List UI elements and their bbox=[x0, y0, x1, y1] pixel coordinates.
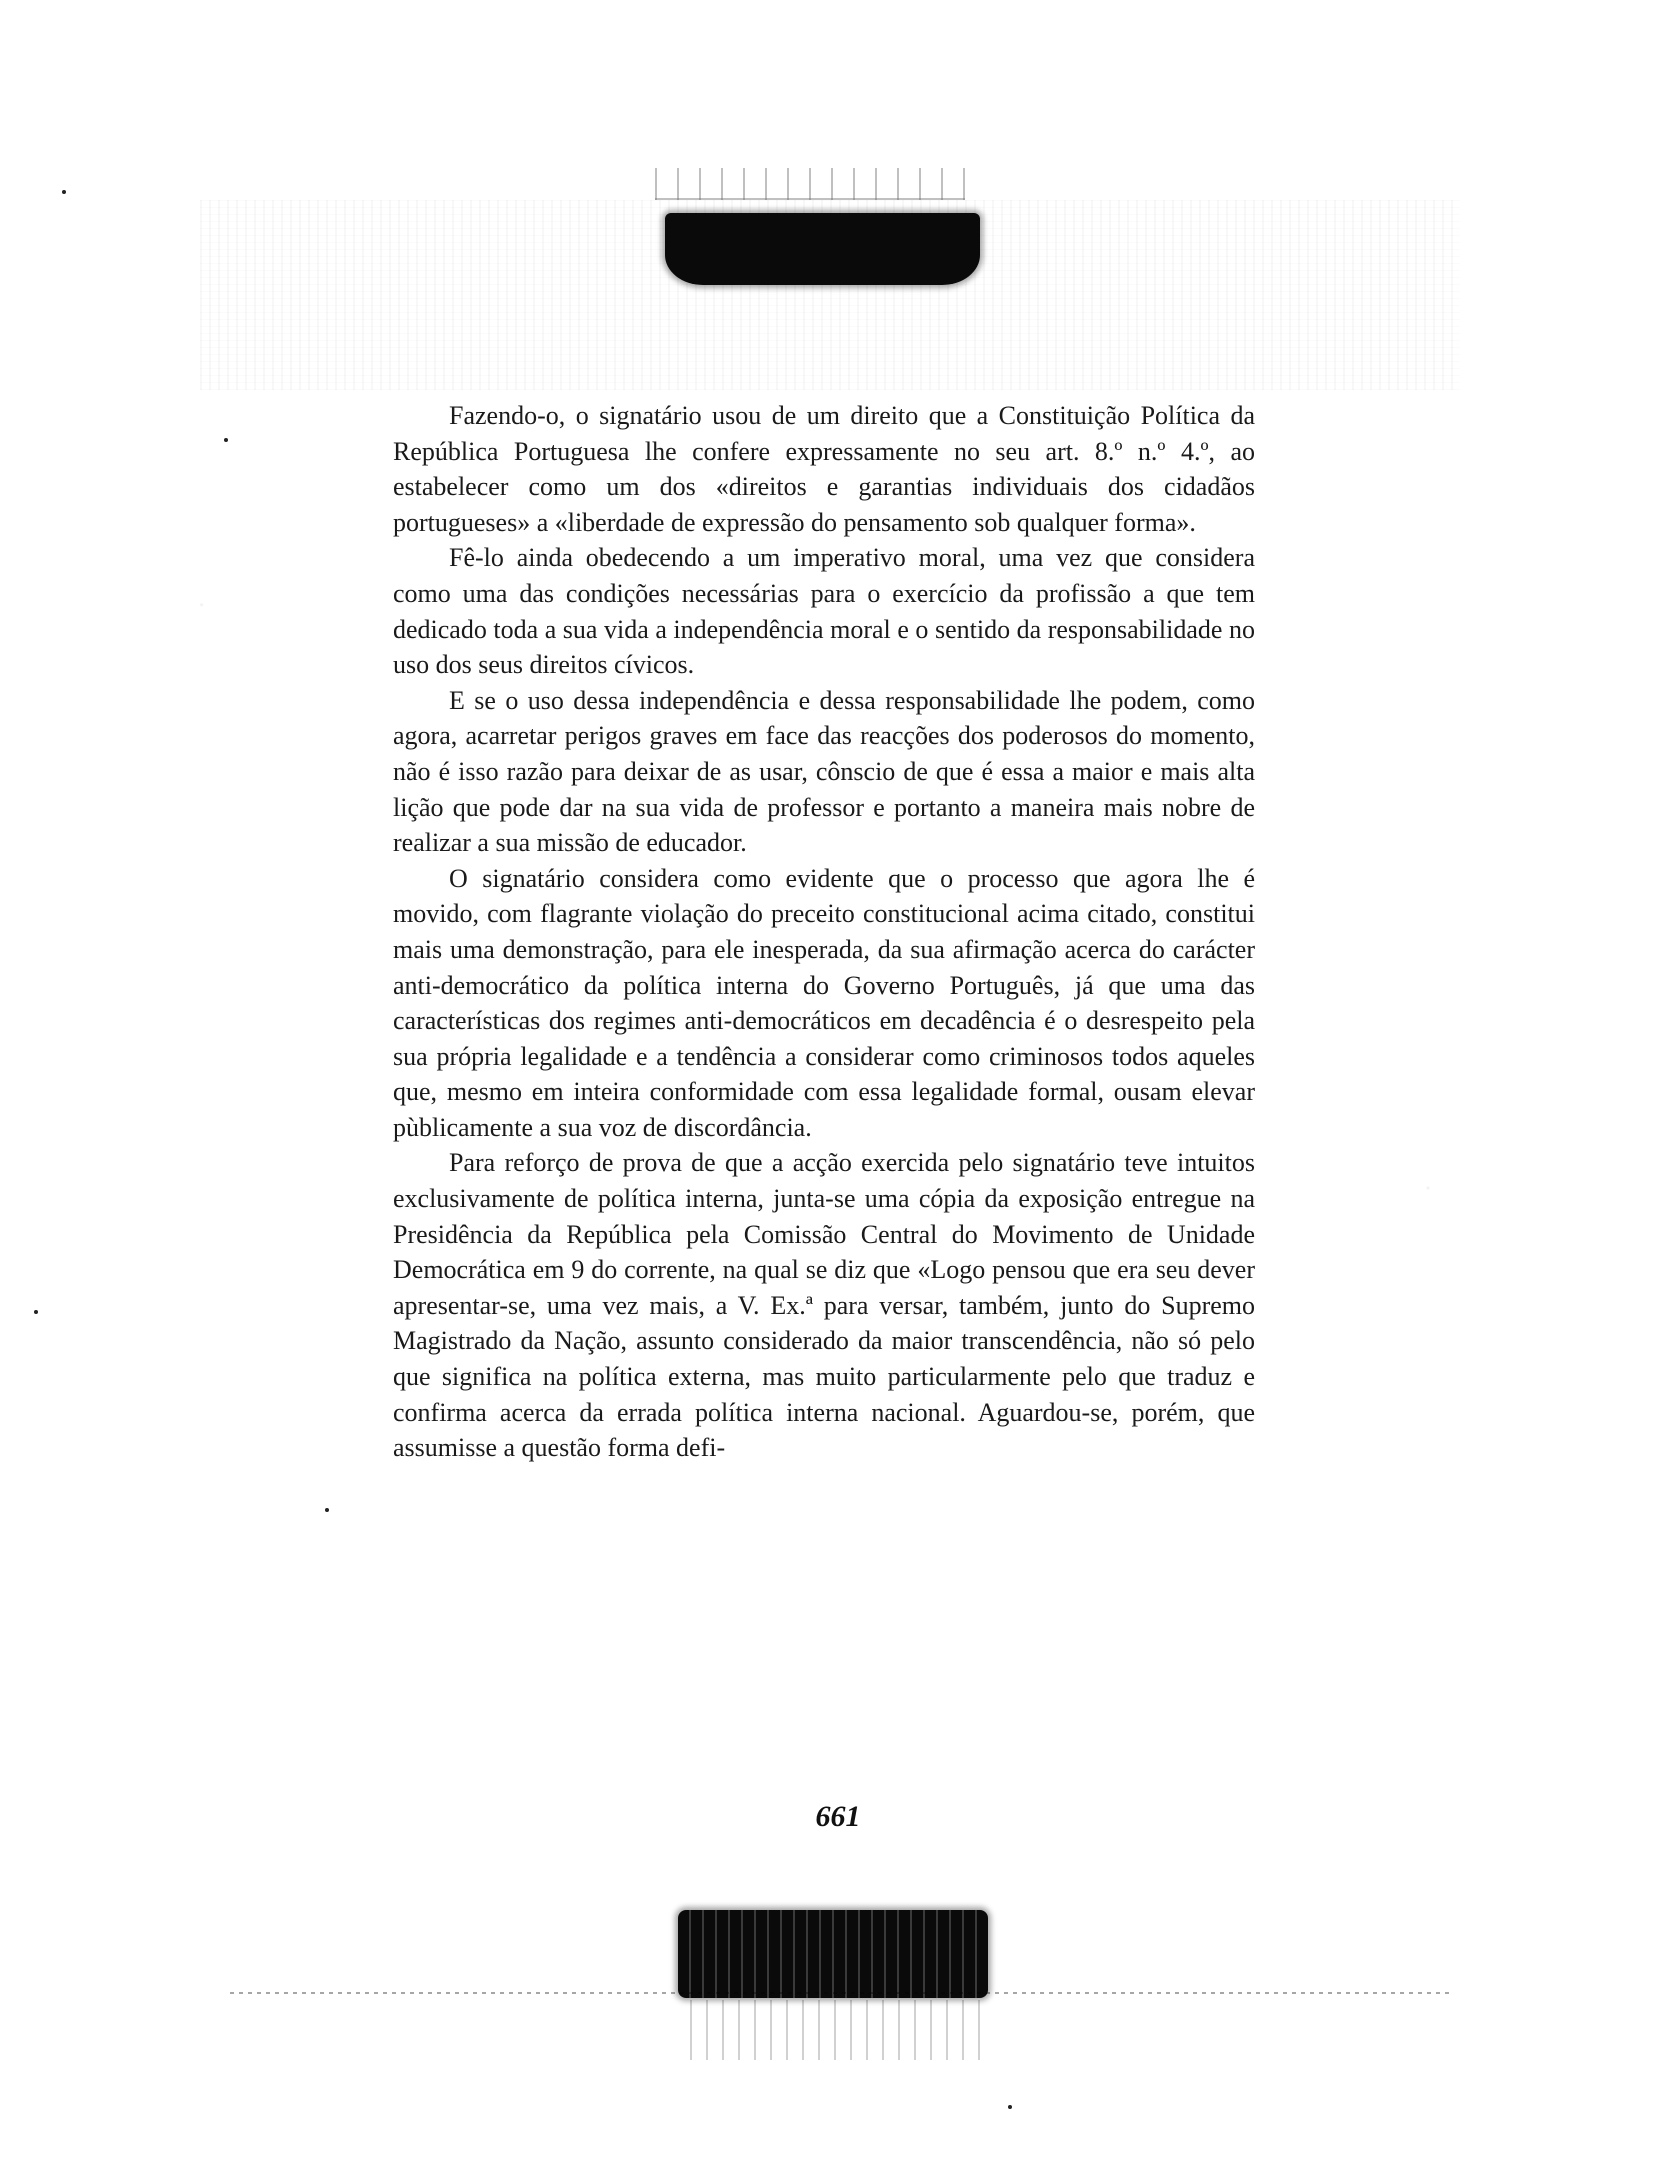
paragraph-5: Para reforço de prova de que a acção exercida pelo signatário teve intuitos exclusivamente de política interna, junta-se uma cópia da exposição entregue na Presidência da República pela Comissão Central do Movimento de Unidade Democrática em 9 do corrente, na qual se diz que «Logo pensou que era seu dever apresentar-se, uma vez mais, a V. Ex.ª para versar, também, junto do Supremo Magistrado da Nação, assunto considerado da maior transcendência, não só pelo que significa na política externa, mas muito particularmente pelo que traduz e confirma acerca da errada política interna nacional. Aguardou-se, porém, que assumisse a questão forma defi- bbox=[393, 1148, 1255, 1463]
header-ruler-mark bbox=[655, 168, 965, 200]
stray-mark bbox=[224, 438, 228, 442]
letter-body bbox=[393, 398, 1255, 1466]
stray-mark bbox=[62, 190, 66, 194]
stray-mark bbox=[1008, 2105, 1012, 2109]
paragraph-3: E se o uso dessa independência e dessa responsabilidade lhe podem, como agora, acarretar perigos graves em face das reacções dos poderosos do momento, não é isso razão para deixar de as usar, cônscio de que é essa a maior e mais alta lição que pode dar na sua vida de professor e portanto a maneira mais nobre de realizar a sua missão de educador. bbox=[393, 685, 1255, 858]
paragraph-2: Fê-lo ainda obedecendo a um imperativo moral, uma vez que considera como uma das condições necessárias para o exercício da profissão a que tem dedicado toda a sua vida a independência moral e o sentido da responsabilidade no uso dos seus direitos cívicos. bbox=[393, 543, 1255, 680]
redaction-block-bottom bbox=[678, 1910, 988, 1998]
redaction-block-top bbox=[665, 213, 980, 285]
paragraph-4: O signatário considera como evidente que o processo que agora lhe é movido, com flagrante violação do preceito constitucional acima citado, constitui mais uma demonstração, para ele inesperada, da sua afirmação acerca do carácter anti-democrático da política interna do Governo Português, já que uma das características dos regimes anti-democráticos em decadência é o desrespeito pela sua própria legalidade e a tendência a considerar como criminosos todos aqueles que, mesmo em inteira conformidade com essa legalidade formal, ousam elevar pùblicamente a sua voz de discordância. bbox=[393, 863, 1255, 1142]
page-number: 661 bbox=[815, 1800, 861, 1833]
scan-edge-line bbox=[230, 1992, 1450, 1994]
bottom-ruler-mark bbox=[690, 2000, 980, 2060]
stray-mark bbox=[325, 1508, 329, 1512]
paragraph-1: Fazendo-o, o signatário usou de um direito que a Constituição Política da República Portuguesa lhe confere expressamente no seu art. 8.º n.º 4.º, ao estabelecer como um dos «direitos e garantias individuais dos cidadãos portugueses» a «liberdade de expressão do pensamento sob qualquer forma». bbox=[393, 401, 1255, 537]
stray-mark bbox=[34, 1310, 38, 1314]
